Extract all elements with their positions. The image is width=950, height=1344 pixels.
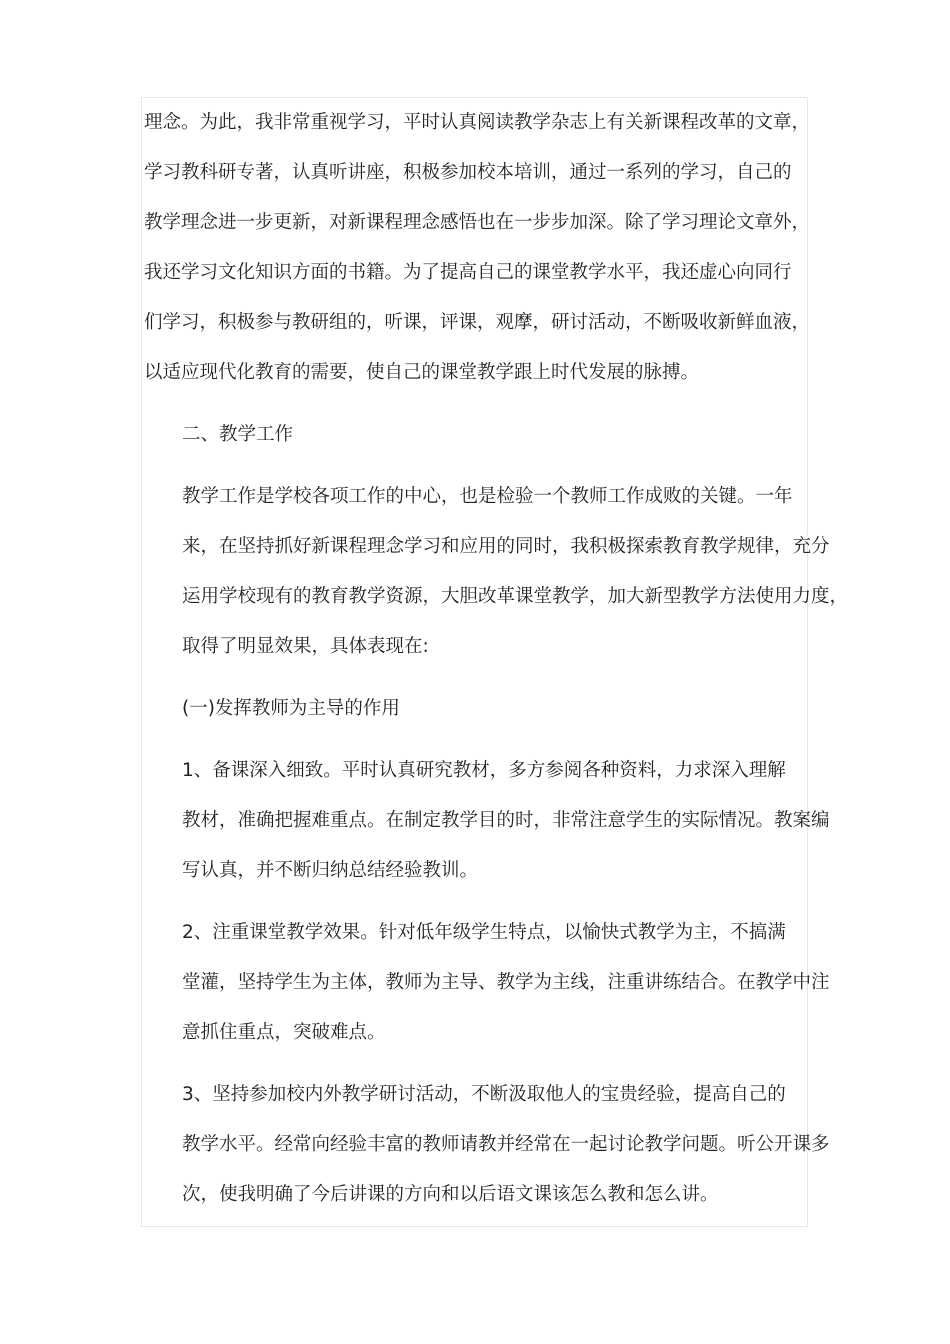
text-line: 以适应现代化教育的需要，使自己的课堂教学跟上时代发展的脉搏。 xyxy=(144,362,700,383)
text-line: 来，在坚持抓好新课程理念学习和应用的同时，我积极探索教育教学规律，充分 xyxy=(182,536,830,557)
text-line: 写认真，并不断归纳总结经验教训。 xyxy=(182,860,479,881)
section-heading xyxy=(144,410,814,460)
list-item-3 xyxy=(144,1070,830,1220)
text-line: 们学习，积极参与教研组的，听课，评课，观摩，研讨活动，不断吸收新鲜血液， xyxy=(144,312,811,333)
paragraph-intro-cont xyxy=(144,98,814,398)
paragraph-teaching-intro xyxy=(144,472,849,672)
text-line: 我还学习文化知识方面的书籍。为了提高自己的课堂教学水平，我还虚心向同行 xyxy=(144,262,792,283)
text-line: 意抓住重点，突破难点。 xyxy=(182,1022,386,1043)
text-line: 3、坚持参加校内外教学研讨活动，不断汲取他人的宝贵经验，提高自己的 xyxy=(182,1084,786,1105)
text-line: 教学工作是学校各项工作的中心，也是检验一个教师工作成败的关键。一年 xyxy=(182,486,793,507)
text-line: 取得了明显效果，具体表现在: xyxy=(182,636,429,657)
subsection-heading xyxy=(144,684,814,734)
text-line: 堂灌，坚持学生为主体，教师为主导、教学为主线，注重讲练结合。在教学中注 xyxy=(182,972,830,993)
text-line: 次，使我明确了今后讲课的方向和以后语文课该怎么教和怎么讲。 xyxy=(182,1184,719,1205)
text-line: 学习教科研专著，认真听讲座，积极参加校本培训，通过一系列的学习，自己的 xyxy=(144,162,792,183)
text-line: 理念。为此，我非常重视学习，平时认真阅读教学杂志上有关新课程改革的文章， xyxy=(144,112,811,133)
document-body xyxy=(144,98,849,1232)
text-line: 2、注重课堂教学效果。针对低年级学生特点，以愉快式教学为主，不搞满 xyxy=(182,922,786,943)
text-line: 教材，准确把握难重点。在制定教学目的时，非常注意学生的实际情况。教案编 xyxy=(182,810,830,831)
text-line: 1、备课深入细致。平时认真研究教材，多方参阅各种资料，力求深入理解 xyxy=(182,760,786,781)
text-line: 教学水平。经常向经验丰富的教师请教并经常在一起讨论教学问题。听公开课多 xyxy=(182,1134,830,1155)
list-item-1 xyxy=(144,746,830,896)
text-line: 教学理念进一步更新，对新课程理念感悟也在一步步加深。除了学习理论文章外， xyxy=(144,212,811,233)
subheading-text: (一)发挥教师为主导的作用 xyxy=(182,698,400,719)
list-item-2 xyxy=(144,908,830,1058)
text-line: 运用学校现有的教育教学资源，大胆改革课堂教学，加大新型教学方法使用力度， xyxy=(182,586,849,607)
heading-text: 二、教学工作 xyxy=(182,424,294,445)
